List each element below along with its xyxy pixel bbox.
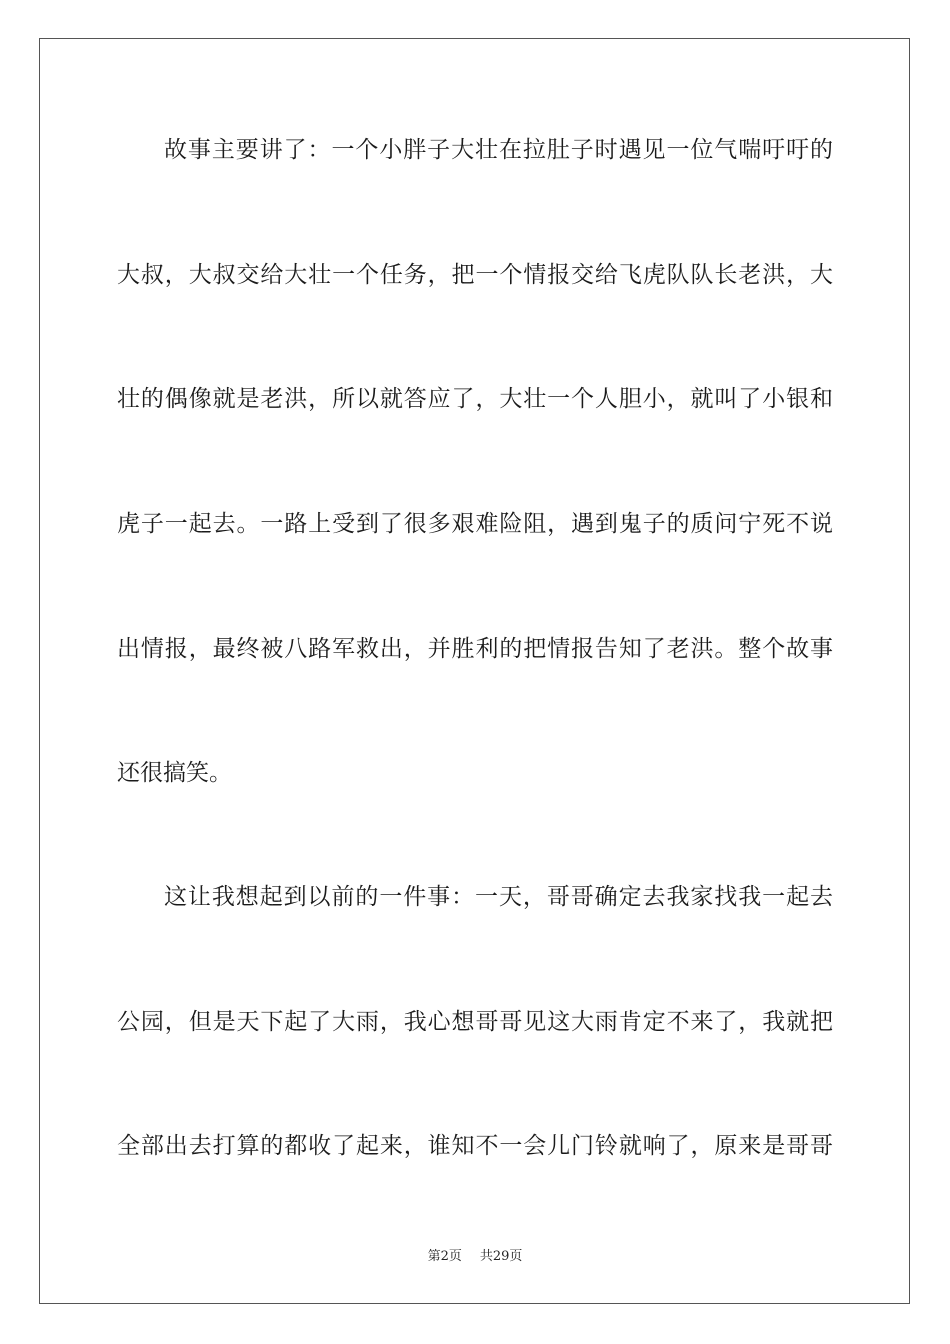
page-border — [39, 38, 910, 1304]
page-total: 共29页 — [479, 1249, 523, 1264]
page-number: 第2页 — [427, 1249, 462, 1264]
paragraph-2-line-2: 公园，但是天下起了大雨，我心想哥哥见这大雨肯定不来了，我就把 — [117, 1009, 833, 1035]
paragraph-2-line-1: 这让我想起到以前的一件事：一天，哥哥确定去我家找我一起去 — [164, 884, 833, 910]
paragraph-1-line-3: 壮的偶像就是老洪，所以就答应了，大壮一个人胆小，就叫了小银和 — [117, 386, 833, 412]
paragraph-1-line-2: 大叔，大叔交给大壮一个任务，把一个情报交给飞虎队队长老洪，大 — [117, 262, 833, 288]
paragraph-1-line-1: 故事主要讲了：一个小胖子大壮在拉肚子时遇见一位气喘吁吁的 — [164, 137, 833, 163]
paragraph-1-line-4: 虎子一起去。一路上受到了很多艰难险阻，遇到鬼子的质问宁死不说 — [117, 511, 833, 537]
paragraph-1-line-5: 出情报，最终被八路军救出，并胜利的把情报告知了老洪。整个故事 — [117, 636, 833, 662]
paragraph-2-line-3: 全部出去打算的都收了起来，谁知不一会儿门铃就响了，原来是哥哥 — [117, 1133, 833, 1159]
paragraph-1-line-6: 还很搞笑。 — [117, 760, 232, 786]
page-footer — [0, 1247, 950, 1267]
